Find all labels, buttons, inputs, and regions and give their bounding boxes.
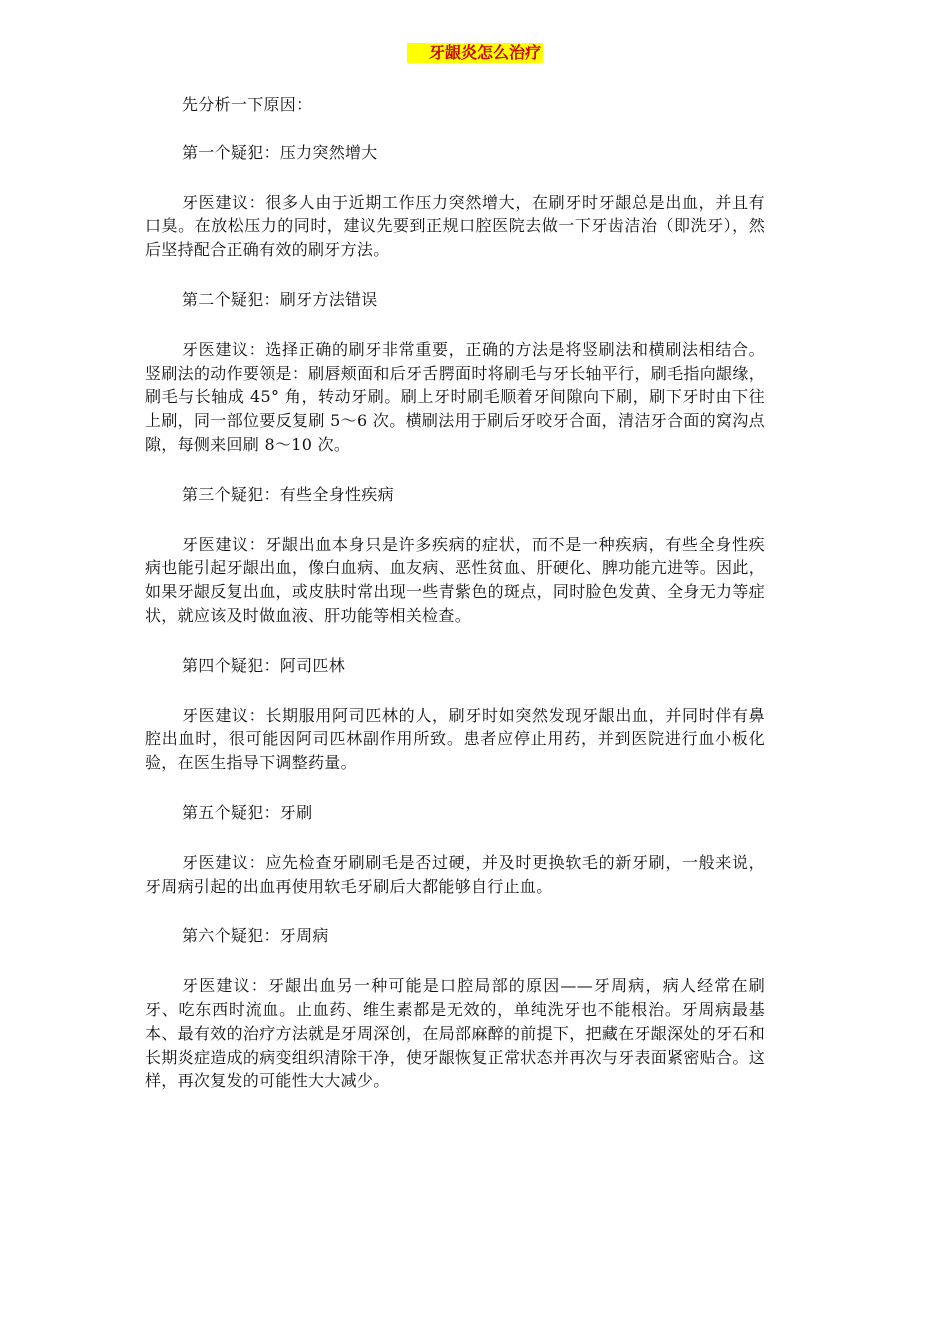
section-1-heading: 第一个疑犯：压力突然增大 (182, 142, 378, 162)
section-6-heading: 第六个疑犯：牙周病 (182, 926, 329, 946)
section-5-advice: 牙医建议：应先检查牙刷刷毛是否过硬，并及时更换软毛的新牙刷，一般来说，牙周病引起的出血再使用软毛牙刷后大都能够自行止血。 (145, 852, 765, 896)
section-5-heading: 第五个疑犯：牙刷 (182, 802, 313, 822)
section-2-heading: 第二个疑犯：刷牙方法错误 (182, 289, 378, 309)
section-2-advice: 牙医建议：选择正确的刷牙非常重要，正确的方法是将竖刷法和横刷法相结合。竖刷法的动作要领是：刷唇颊面和后牙舌腭面时将刷毛与牙长轴平行，刷毛指向龈缘，刷毛与长轴成 45° 角，转动牙刷。刷上牙时刷毛顺着牙间隙向下刷，刷下牙时由下往上刷，同一部位要反复刷 5～6 次。横刷法用于刷后牙咬牙合面，清洁牙合面的窝沟点隙，每侧来回刷 8～10 次。 (145, 339, 765, 454)
section-4-advice: 牙医建议：长期服用阿司匹林的人，刷牙时如突然发现牙龈出血，并同时伴有鼻腔出血时，很可能因阿司匹林副作用所致。患者应停止用药，并到医院进行血小板化验，在医生指导下调整药量。 (145, 705, 765, 773)
intro-paragraph: 先分析一下原因： (182, 95, 313, 114)
section-6-advice: 牙医建议：牙龈出血另一种可能是口腔局部的原因——牙周病，病人经常在刷牙、吃东西时流血。止血药、维生素都是无效的，单纯洗牙也不能根治。牙周病最基本、最有效的治疗方法就是牙周深创，在局部麻醉的前提下，把藏在牙龈深处的牙石和长期炎症造成的病变组织清除干净，使牙龈恢复正常状态并再次与牙表面紧密贴合。这样，再次复发的可能性大大减少。 (145, 976, 765, 1091)
document-body (145, 93, 765, 1093)
section-3-heading: 第三个疑犯：有些全身性疾病 (182, 484, 394, 504)
section-1-advice: 牙医建议：很多人由于近期工作压力突然增大，在刷牙时牙龈总是出血，并且有口臭。在放松压力的同时，建议先要到正规口腔医院去做一下牙齿洁治（即洗牙），然后坚持配合正确有效的刷牙方法。 (145, 192, 765, 260)
section-3-advice: 牙医建议：牙龈出血本身只是许多疾病的症状，而不是一种疾病，有些全身性疾病也能引起牙龈出血，像白血病、血友病、恶性贫血、肝硬化、脾功能亢进等。因此，如果牙龈反复出血，或皮肤时常出现一些青紫色的斑点，同时脸色发黄、全身无力等症状，就应该及时做血液、肝功能等相关检查。 (145, 534, 765, 625)
title-container (0, 43, 950, 63)
section-4-heading: 第四个疑犯：阿司匹林 (182, 655, 346, 675)
document-title: 牙龈炎怎么治疗 (407, 43, 543, 63)
